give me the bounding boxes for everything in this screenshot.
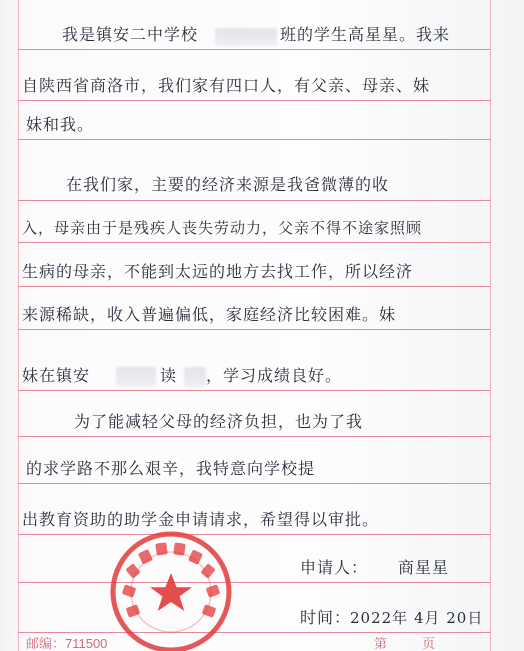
letter-text: 妹和我。 (26, 115, 95, 134)
date-line (0, 601, 524, 635)
letter-text: 自陕西省商洛市，我们家有四口人，有父亲、母亲、妹 (22, 76, 431, 95)
letter-text: 班的学生高星星。我来 (280, 25, 451, 44)
date-value: 2022年 4月 20日 (350, 609, 484, 627)
letter-line-8 (0, 359, 524, 393)
page-label: 第 (374, 636, 388, 651)
letter-text: 读 (160, 366, 178, 385)
applicant-name: 商星星 (398, 558, 450, 577)
letter-line-9 (0, 405, 524, 439)
signature-line (0, 551, 524, 585)
letter-text: 妹在镇安 (22, 366, 91, 385)
letter-text: 我是镇安二中学校 (62, 25, 199, 44)
letter-line-11 (0, 503, 524, 537)
letter-text: 入，母亲由于是残疾人丧失劳动力，父亲不得不途家照顾 (22, 219, 423, 237)
postcode-label: 邮编：711500 (26, 636, 108, 651)
letter-text: 的求学路不那么艰辛，我特意向学校提 (26, 459, 316, 478)
letter-line-10 (0, 452, 524, 486)
page-suffix: 页 (422, 636, 436, 651)
letter-text: 为了能减轻父母的经济负担，也为了我 (74, 412, 364, 431)
date-label: 时间： (300, 608, 352, 627)
redaction-blur (184, 367, 206, 387)
redaction-blur (215, 28, 277, 46)
letter-text: 来源稀缺，收入普遍偏低，家庭经济比较困难。妹 (22, 305, 397, 324)
school-seal-stamp (108, 529, 234, 651)
redaction-blur (116, 367, 156, 387)
letter-line-5 (0, 211, 524, 245)
letter-line-3 (0, 108, 524, 142)
star-icon (150, 573, 192, 611)
letter-text: 在我们家，主要的经济来源是我爸微薄的收 (66, 175, 390, 194)
letter-text: ，学习成绩良好。 (206, 366, 343, 385)
letter-line-1 (0, 18, 524, 52)
applicant-label: 申请人： (300, 558, 369, 577)
letter-text: 出教育资助的助学金申请请求，希望得以审批。 (22, 510, 380, 529)
letter-line-6 (0, 255, 524, 289)
letter-line-4 (0, 168, 524, 202)
letter-text: 生病的母亲，不能到太远的地方去找工作，所以经济 (22, 262, 414, 281)
letter-line-2 (0, 69, 524, 103)
letter-line-7 (0, 298, 524, 332)
